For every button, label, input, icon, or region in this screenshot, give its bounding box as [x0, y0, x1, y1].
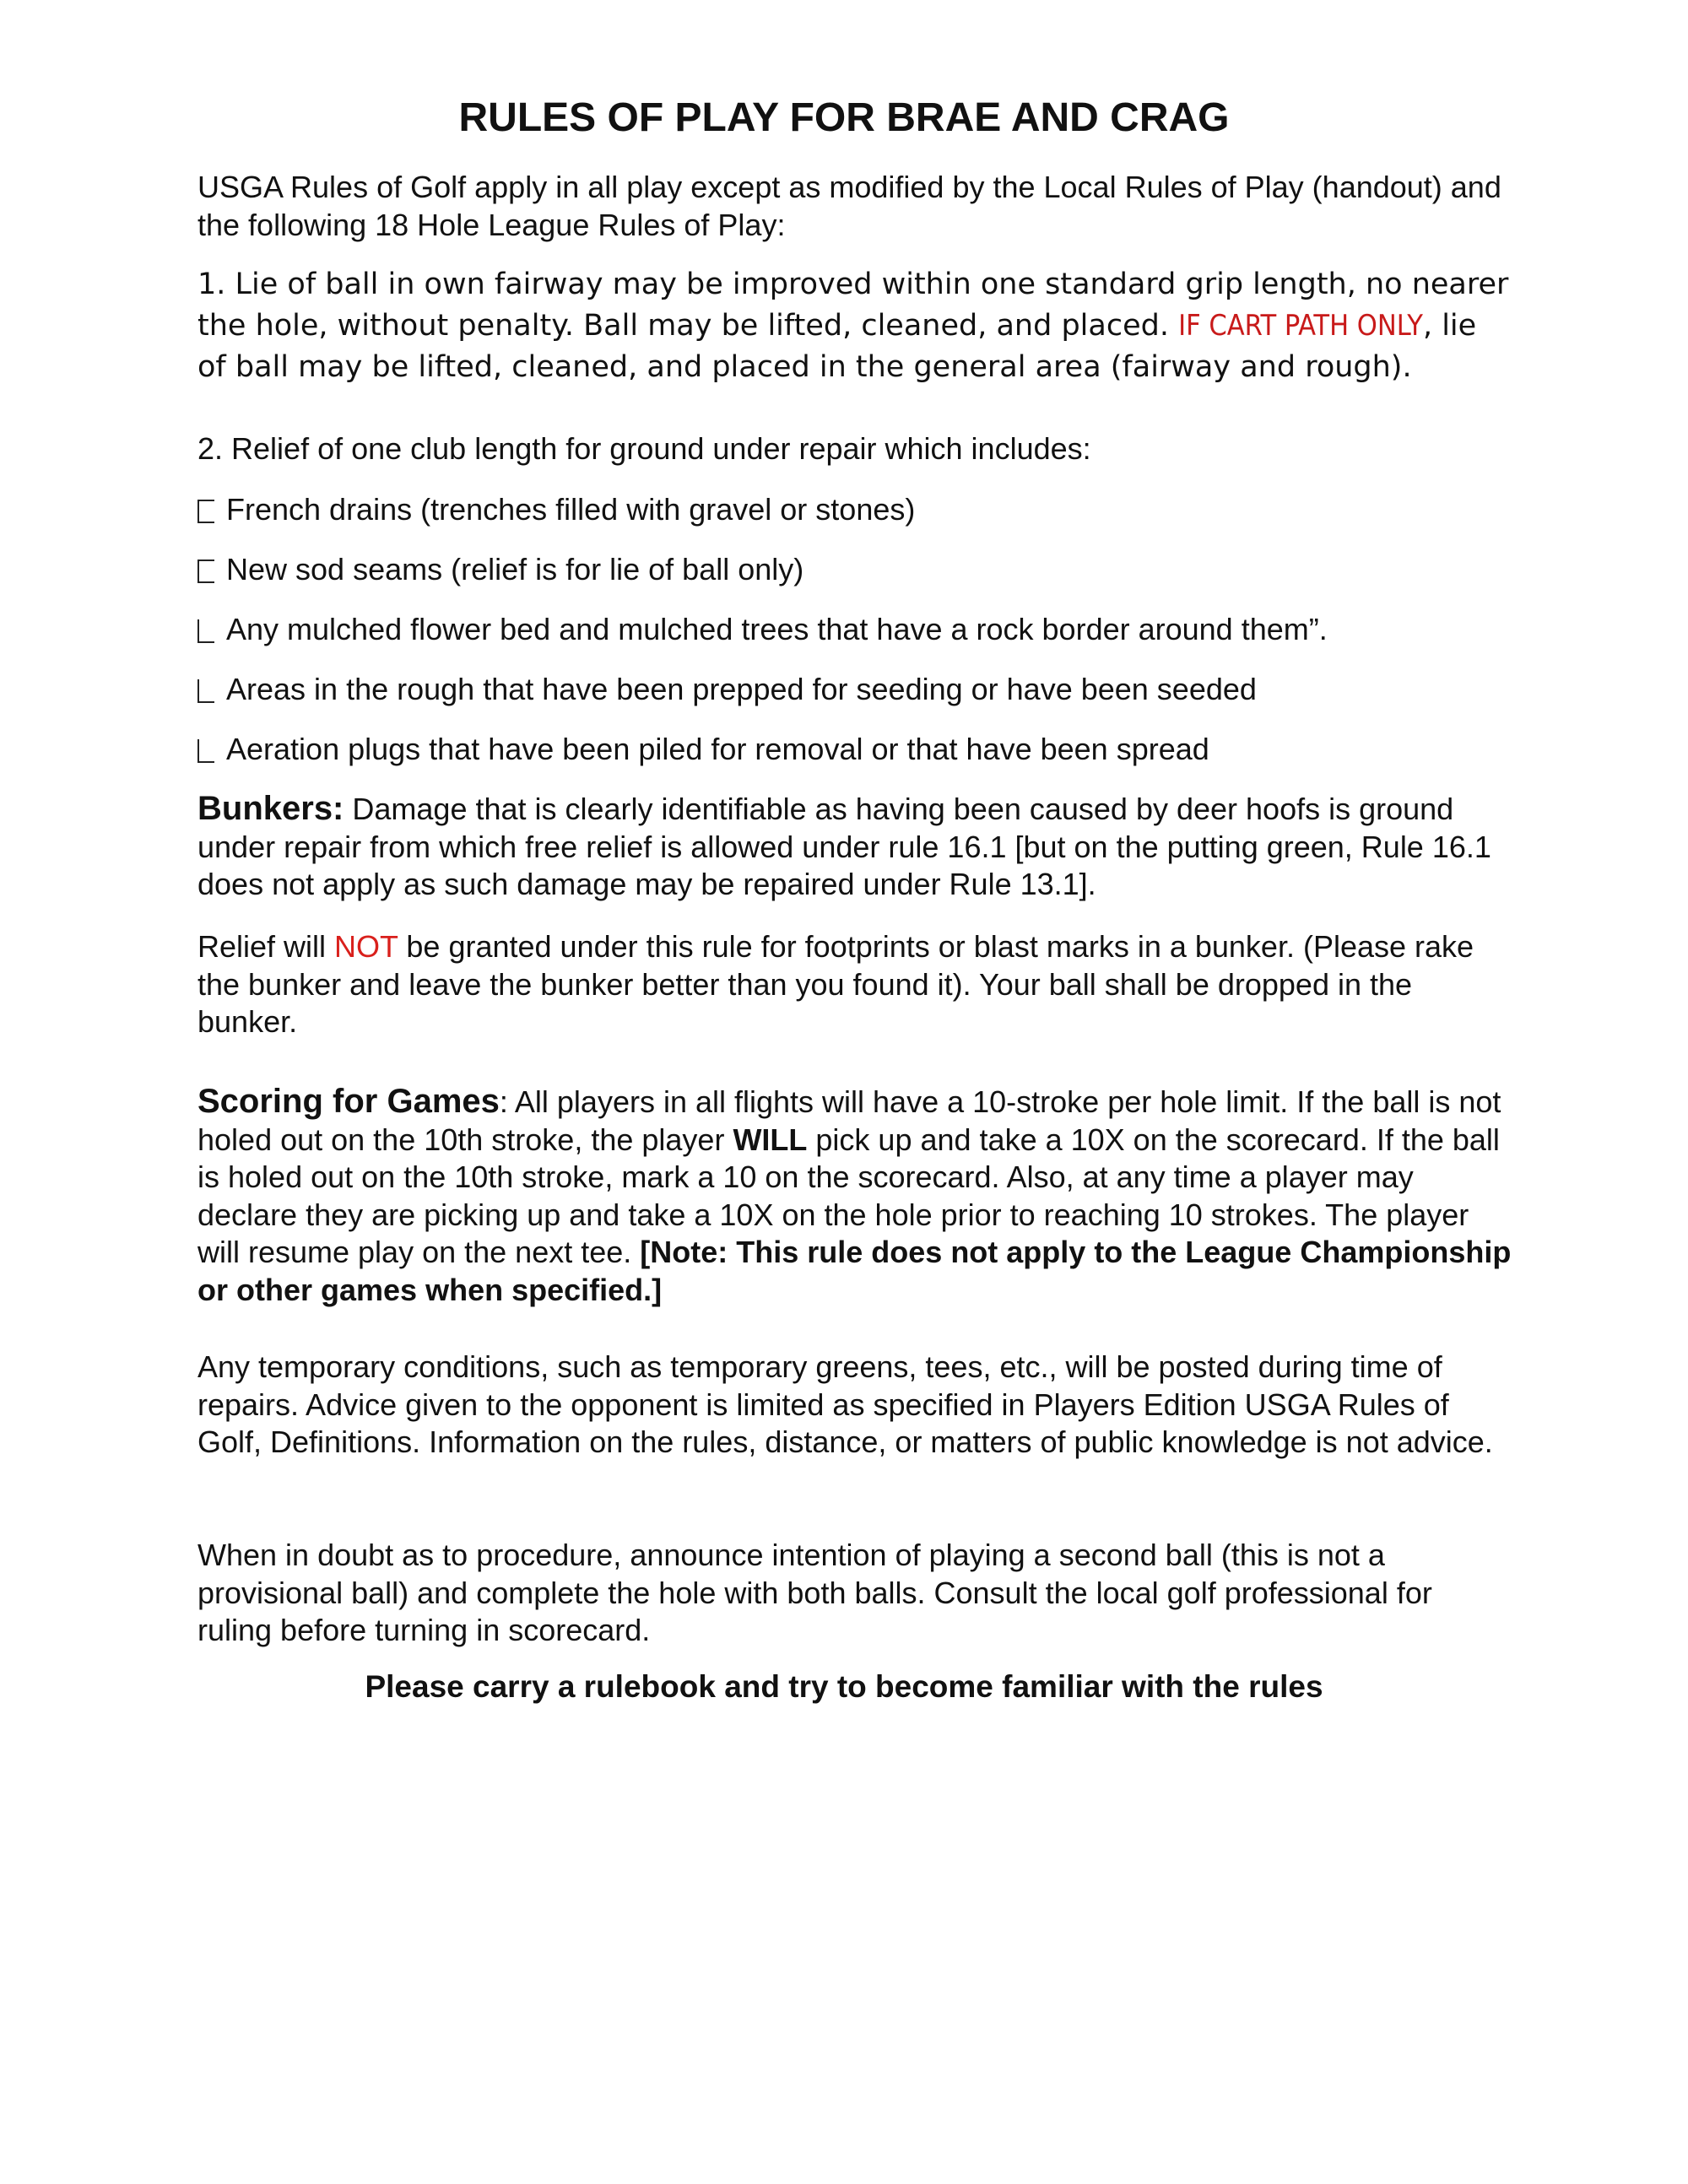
- rule-1-text-b: , lie of ball may be lifted, cleaned, and placed in the general area (fairway and rough).: [197, 309, 1477, 384]
- list-item-text: Any mulched flower bed and mulched trees that have a rock border around them”.: [226, 612, 1328, 646]
- list-item-text: New sod seams (relief is for lie of ball only): [226, 552, 804, 587]
- list-item: [197, 671, 1514, 708]
- scoring-label: Scoring for Games: [197, 1083, 500, 1120]
- corner-bullet-icon: [197, 619, 214, 643]
- scoring-text-b: pick up and take a 10X on the scorecard. If the ball is holed out on the 10th stroke, mark a 10 on the scorecard. Also, at any time a player may declare they are picking up and take a 10X on the hole prior to reaching 10 strokes. The player will resume play on the next tee.: [197, 1122, 1500, 1269]
- rule-2-heading: 2. Relief of one club length for ground under repair which includes:: [197, 431, 1091, 466]
- bunkers-text: Damage that is clearly identifiable as having been caused by deer hoofs is ground under repair from which free relief is allowed under rule 16.1 [but on the putting green, Rule 16.1 does not apply as such damage may be repaired under Rule 13.1].: [197, 792, 1491, 901]
- temporary-conditions-paragraph: Any temporary conditions, such as temporary greens, tees, etc., will be posted during time of repairs. Advice given to the opponent is limited as specified in Players Edition USGA Rules of Golf, Definitions. Information on the rules, distance, or matters of public knowledge is not advice.: [197, 1349, 1493, 1459]
- corner-bullet-icon: [197, 739, 214, 763]
- footer-note: Please carry a rulebook and try to become familiar with the rules: [365, 1669, 1323, 1704]
- cart-path-only-highlight: IF CART PATH ONLY: [1178, 309, 1423, 343]
- list-item-text: Aeration plugs that have been piled for removal or that have been spread: [226, 732, 1209, 766]
- bunkers-label: Bunkers:: [197, 790, 344, 827]
- bracket-bullet-icon: [197, 500, 214, 523]
- rule-1-text-a: 1. Lie of ball in own fairway may be improved within one standard grip length, no nearer the hole, without penalty. Ball may be lifted, cleaned, and placed.: [197, 268, 1509, 343]
- rule-1-paragraph: [197, 264, 1514, 388]
- page-title: RULES OF PLAY FOR BRAE AND CRAG: [458, 95, 1230, 140]
- will-emphasis: WILL: [733, 1122, 808, 1157]
- doubt-paragraph: When in doubt as to procedure, announce intention of playing a second ball (this is not a provisional ball) and complete the hole with both balls. Consult the local golf professional for ruling before turning in scorecard.: [197, 1538, 1432, 1647]
- list-item: [197, 611, 1514, 648]
- relief-text-b: be granted under this rule for footprints or blast marks in a bunker. (Please rake the bunker and leave the bunker better than you found it). Your ball shall be dropped in the bunker.: [197, 929, 1474, 1039]
- scoring-note: [Note: This rule does not apply to the League Championship or other games when specified.]: [197, 1235, 1512, 1307]
- corner-bullet-icon: [197, 679, 214, 703]
- scoring-text-a: : All players in all flights will have a 10-stroke per hole limit. If the ball is not holed out on the 10th stroke, the player: [197, 1084, 1501, 1157]
- scoring-paragraph: [197, 1083, 1514, 1309]
- intro-paragraph: USGA Rules of Golf apply in all play except as modified by the Local Rules of Play (handout) and the following 18 Hole League Rules of Play:: [197, 170, 1501, 242]
- relief-text-a: Relief will: [197, 929, 335, 964]
- not-highlight: NOT: [334, 929, 398, 964]
- relief-paragraph: [197, 928, 1514, 1041]
- bracket-bullet-icon: [197, 560, 214, 583]
- list-item: [197, 551, 1514, 588]
- list-item-text: Areas in the rough that have been prepped for seeding or have been seeded: [226, 672, 1257, 706]
- list-item-text: French drains (trenches filled with gravel or stones): [226, 492, 916, 527]
- bunkers-paragraph: [197, 790, 1514, 904]
- list-item: [197, 491, 1514, 528]
- list-item: [197, 731, 1514, 768]
